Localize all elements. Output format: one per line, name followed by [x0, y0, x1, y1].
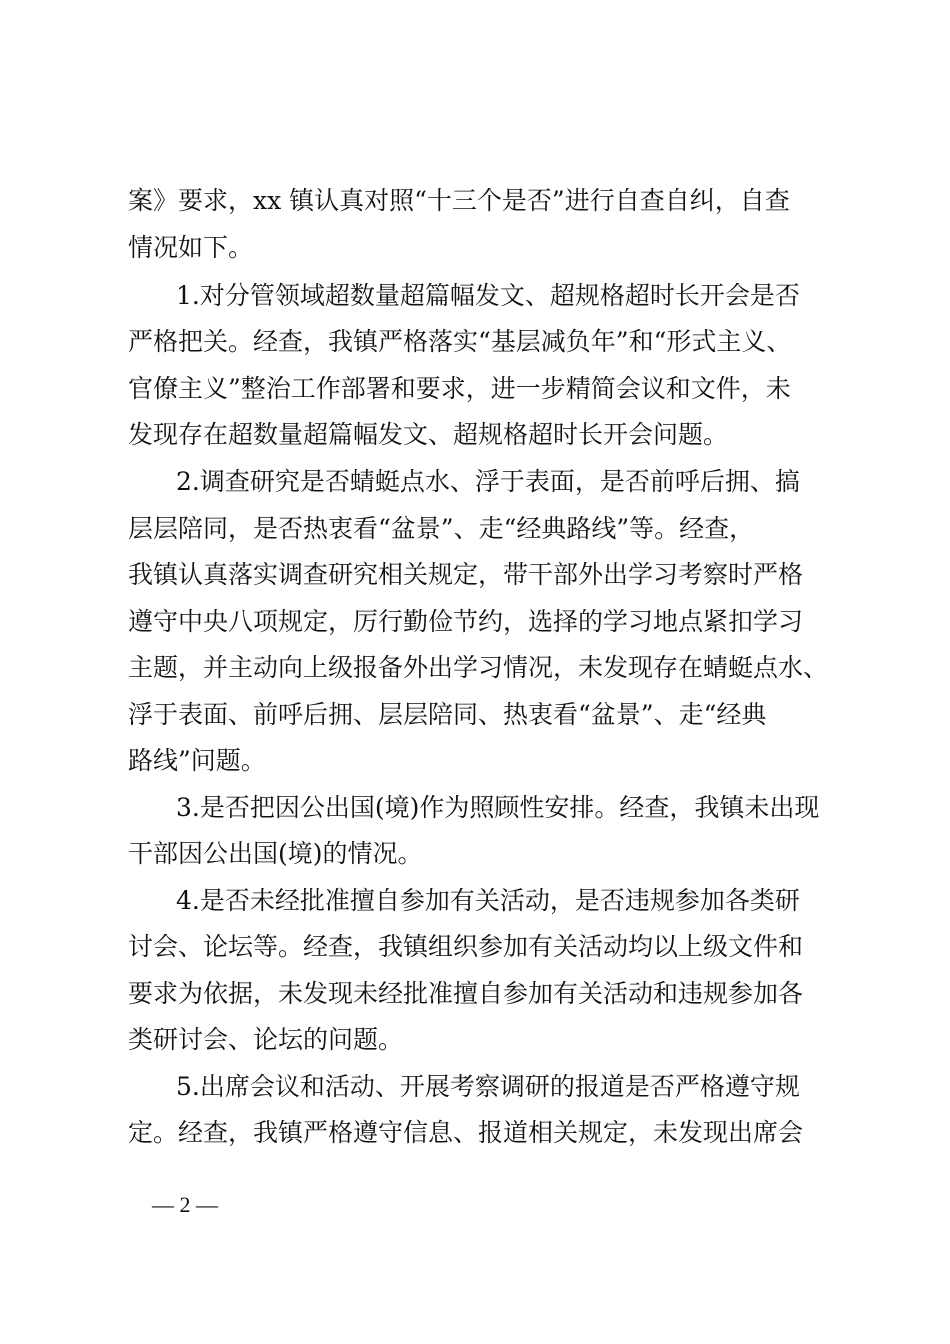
paragraph-1-start: 1.对分管领域超数量超篇幅发文、超规格超时长开会是否: [176, 281, 800, 310]
paragraph-5-start: 5.出席会议和活动、开展考察调研的报道是否严格遵守规: [176, 1072, 800, 1101]
paragraph-4-start: 4.是否未经批准擅自参加有关活动，是否违规参加各类研: [176, 886, 800, 915]
text-line: 路线”问题。: [128, 746, 266, 775]
text-line: 层层陪同，是否热衷看“盆景”、走“经典路线”等。经查，: [128, 514, 755, 543]
page-number: — 2 —: [152, 1192, 218, 1217]
text-line: 定。经查，我镇严格遵守信息、报道相关规定，未发现出席会: [128, 1118, 804, 1147]
text-line: 干部因公出国(境)的情况。: [128, 839, 423, 868]
text-line: 类研讨会、论坛的问题。: [128, 1025, 404, 1054]
text-line: 严格把关。经查，我镇严格落实“基层减负年”和“形式主义、: [128, 327, 792, 356]
text-line: 情况如下。: [128, 233, 254, 262]
paragraph-3-start: 3.是否把因公出国(境)作为照顾性安排。经查，我镇未出现: [176, 793, 820, 822]
text-line: 发现存在超数量超篇幅发文、超规格超时长开会问题。: [128, 420, 729, 449]
text-line: 案》要求，xx 镇认真对照“十三个是否”进行自查自纠，自查: [128, 186, 790, 215]
paragraph-2-start: 2.调查研究是否蜻蜓点水、浮于表面，是否前呼后拥、搞: [176, 467, 800, 496]
text-line: 我镇认真落实调查研究相关规定，带干部外出学习考察时严格: [128, 560, 804, 589]
text-line: 主题，并主动向上级报备外出学习情况，未发现存在蜻蜓点水、: [128, 653, 829, 682]
text-line: 官僚主义”整治工作部署和要求，进一步精简会议和文件，未: [128, 374, 791, 403]
text-line: 要求为依据，未发现未经批准擅自参加有关活动和违规参加各: [128, 979, 804, 1008]
text-line: 浮于表面、前呼后拥、层层陪同、热衷看“盆景”、走“经典: [128, 700, 767, 729]
text-line: 遵守中央八项规定，厉行勤俭节约，选择的学习地点紧扣学习: [128, 607, 804, 636]
text-line: 讨会、论坛等。经查，我镇组织参加有关活动均以上级文件和: [128, 932, 804, 961]
